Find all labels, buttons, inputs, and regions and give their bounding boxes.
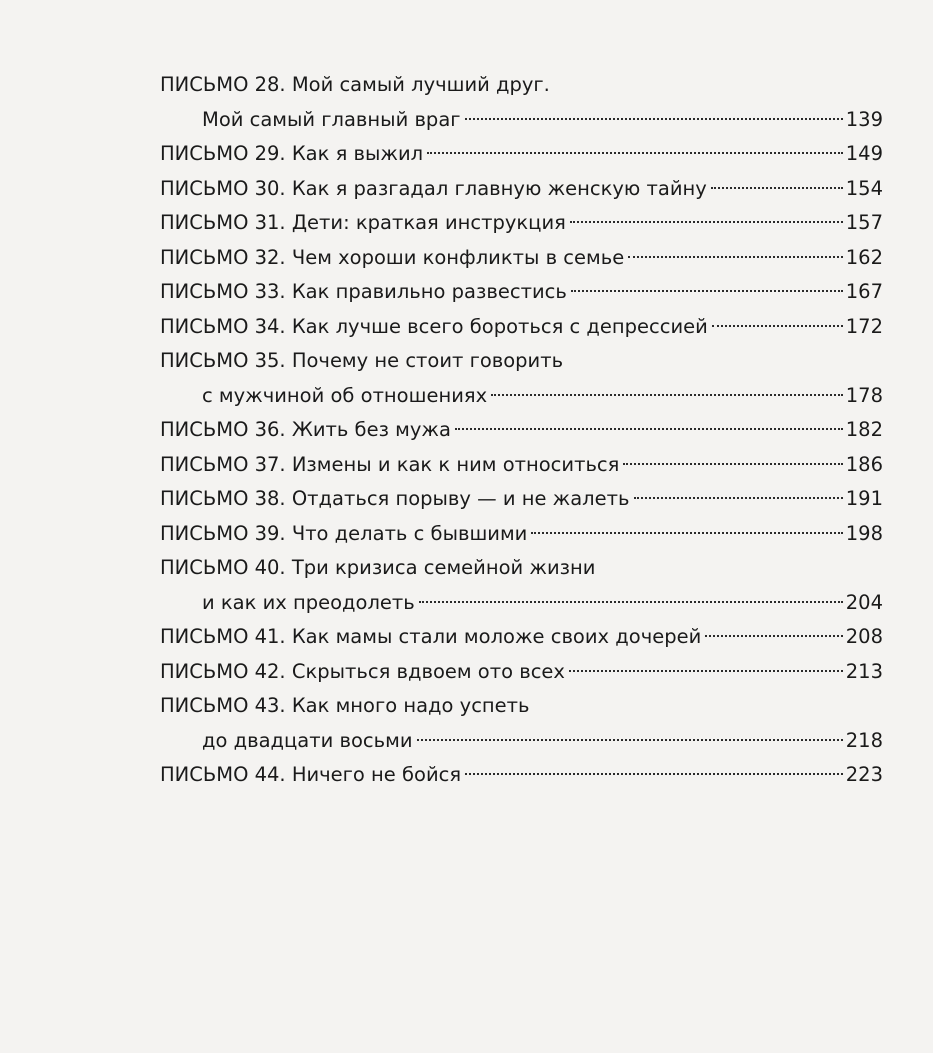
toc-entry-title: ПИСЬМО 30. Как я разгадал главную женскую тайну [160,176,707,200]
dot-leader [628,256,843,258]
dot-leader [465,118,843,120]
toc-entry-title: до двадцати восьми [202,728,413,752]
toc-entry-title: Мой самый главный враг [202,107,461,131]
toc-entry [160,482,883,517]
table-of-contents [160,68,883,793]
dot-leader [531,532,842,534]
toc-page-number: 213 [845,659,883,683]
toc-entry-title: ПИСЬМО 34. Как лучше всего бороться с депрессией [160,314,708,338]
toc-entry [160,517,883,552]
toc-entry-title: ПИСЬМО 44. Ничего не бойся [160,763,462,786]
toc-entry-title: ПИСЬМО 41. Как мамы стали моложе своих дочерей [160,625,702,648]
toc-entry [160,551,883,586]
toc-entry-title: ПИСЬМО 42. Скрыться вдвоем ото всех [160,659,565,683]
toc-entry-title: ПИСЬМО 29. Как я выжил [160,142,424,165]
toc-entry-title: с мужчиной об отношениях [202,383,488,407]
toc-entry-title: ПИСЬМО 33. Как правильно развестись [160,280,567,303]
toc-page-number: 154 [845,176,883,200]
toc-page-number: 191 [845,487,883,510]
dot-leader [634,497,843,499]
toc-entry [160,206,883,241]
toc-entry-title: ПИСЬМО 28. Мой самый лучший друг. [160,73,550,96]
dot-leader [417,739,843,741]
dot-leader [705,635,843,637]
toc-entry [160,758,883,793]
dot-leader [623,463,842,465]
dot-leader [491,394,843,396]
toc-entry [160,586,883,621]
toc-entry [160,620,883,655]
toc-entry-title: ПИСЬМО 37. Измены и как к ним относиться [160,452,620,476]
toc-entry-title: и как их преодолеть [202,590,415,614]
toc-page-number: 139 [845,107,883,131]
toc-page-number: 218 [845,728,883,752]
dot-leader [419,601,843,603]
toc-entry [160,68,883,103]
toc-entry [160,172,883,207]
toc-entry [160,413,883,448]
toc-page-number: 162 [845,245,883,269]
dot-leader [427,152,843,154]
toc-entry-title: ПИСЬМО 31. Дети: краткая инструкция [160,211,566,234]
toc-entry-title: ПИСЬМО 36. Жить без мужа [160,418,451,441]
toc-entry [160,344,883,379]
toc-entry-title: ПИСЬМО 32. Чем хороши конфликты в семье [160,245,625,269]
toc-page-number: 198 [845,521,883,545]
toc-entry [160,724,883,759]
toc-entry-title: ПИСЬМО 39. Что делать с бывшими [160,521,528,545]
toc-entry [160,655,883,690]
toc-page-number: 178 [845,383,883,407]
dot-leader [570,221,843,223]
toc-page-number: 182 [845,418,883,441]
toc-entry-title: ПИСЬМО 40. Три кризиса семейной жизни [160,556,596,579]
toc-entry [160,241,883,276]
dot-leader [465,773,843,775]
dot-leader [571,290,843,292]
toc-entry-title: ПИСЬМО 38. Отдаться порыву — и не жалеть [160,487,630,510]
toc-entry [160,275,883,310]
toc-page-number: 172 [845,314,883,338]
toc-page-number: 186 [845,452,883,476]
toc-page-number: 204 [845,590,883,614]
toc-entry-title: ПИСЬМО 35. Почему не стоит говорить [160,349,564,372]
toc-page-number: 157 [845,211,883,234]
toc-entry [160,103,883,138]
dot-leader [569,670,843,672]
toc-entry [160,448,883,483]
toc-entry [160,310,883,345]
toc-entry [160,379,883,414]
dot-leader [711,187,843,189]
dot-leader [712,325,843,327]
dot-leader [455,428,843,430]
toc-page-number: 149 [845,142,883,165]
toc-entry [160,137,883,172]
toc-page-number: 167 [845,280,883,303]
toc-entry [160,689,883,724]
toc-entry-title: ПИСЬМО 43. Как много надо успеть [160,694,530,717]
toc-page-number: 208 [845,625,883,648]
toc-page-number: 223 [845,763,883,786]
